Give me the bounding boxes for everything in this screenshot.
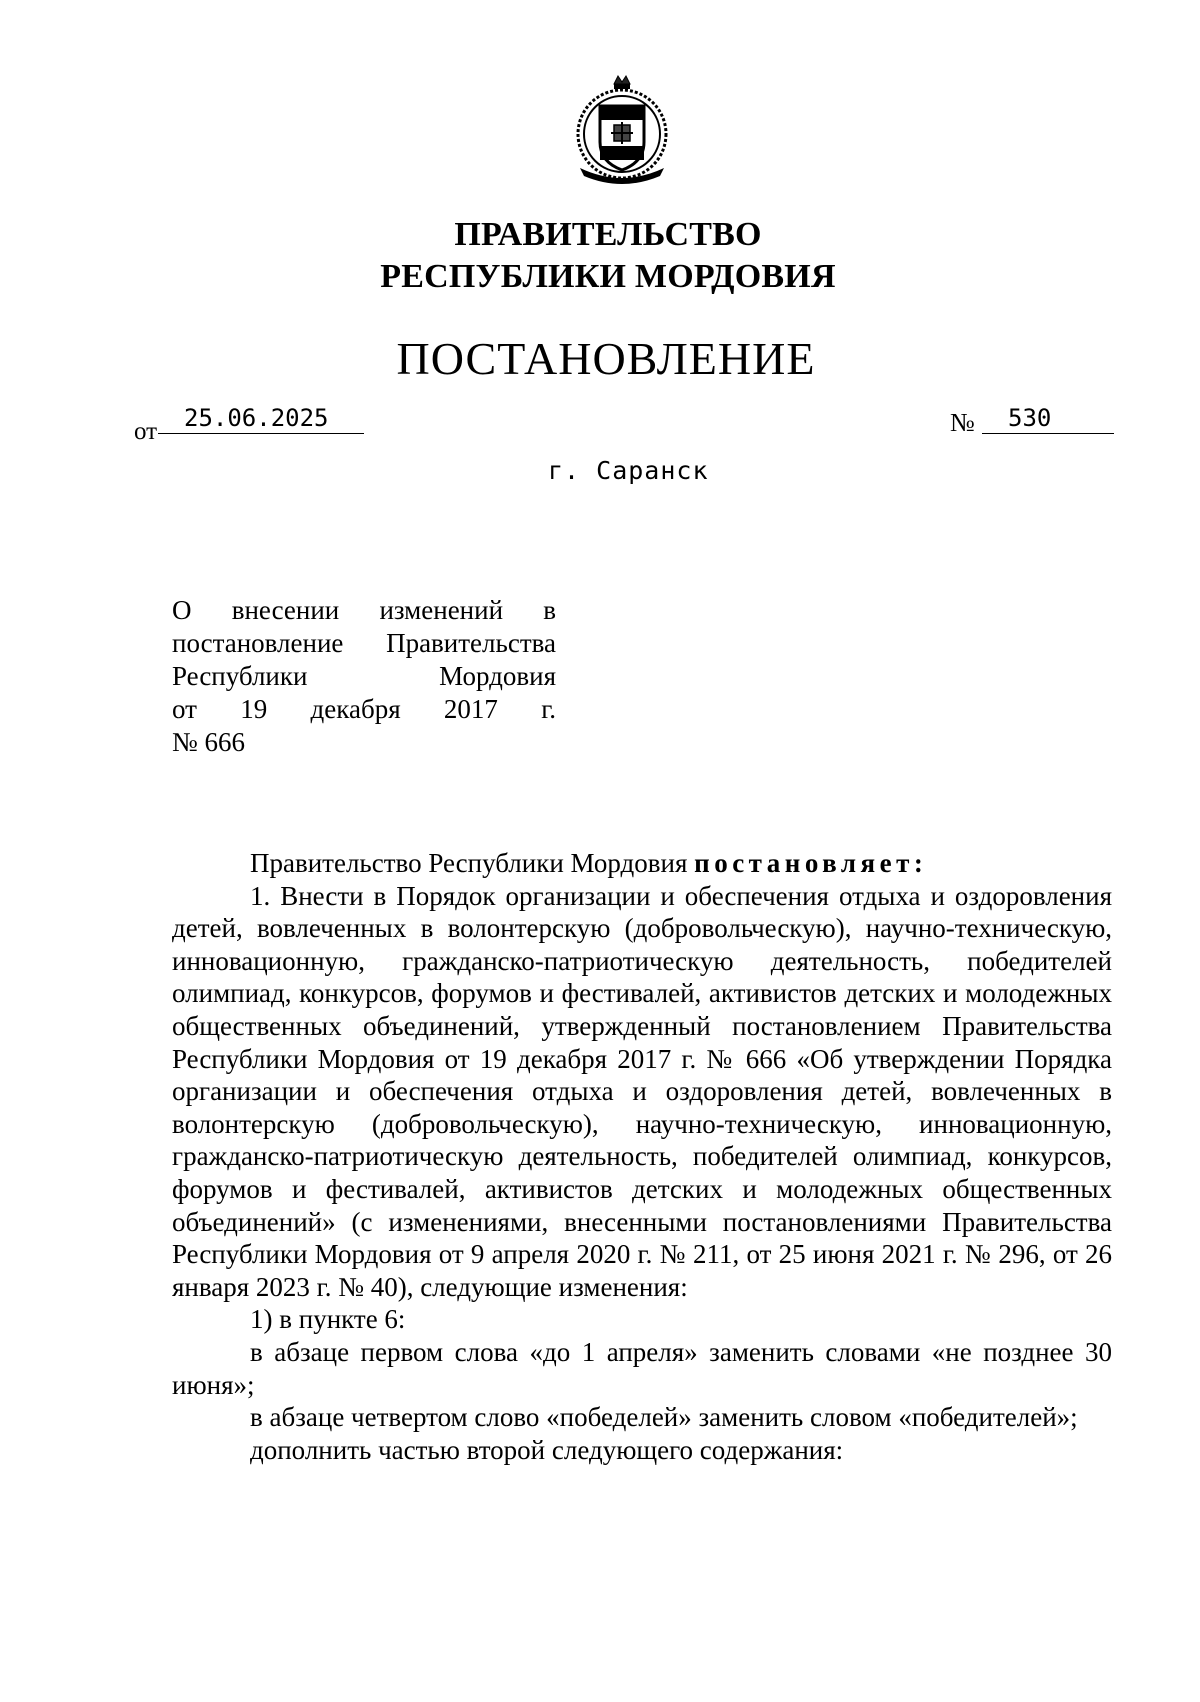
document-date: 25.06.2025 bbox=[158, 403, 364, 434]
document-number: 530 bbox=[982, 403, 1114, 434]
preamble-text: Правительство Республики Мордовия bbox=[250, 848, 695, 878]
city-name: г. Саранск bbox=[548, 456, 709, 485]
subitem-1-paragraph: 1) в пункте 6: bbox=[250, 1304, 406, 1335]
subject-line bbox=[172, 660, 556, 693]
subject-word: 19 bbox=[240, 694, 268, 724]
subject-line bbox=[172, 627, 556, 660]
change-paragraph-3: дополнить частью второй следующего содержания: bbox=[250, 1434, 844, 1465]
subject-line bbox=[172, 726, 556, 759]
subject-word: изменений bbox=[379, 595, 504, 625]
organization-name-line1: ПРАВИТЕЛЬСТВО bbox=[454, 216, 762, 253]
subject-word: внесении bbox=[231, 595, 340, 625]
subject-word: Правительства bbox=[386, 628, 556, 658]
resolves-word: постановляет: bbox=[694, 848, 928, 878]
subject-word: 2017 bbox=[443, 694, 498, 724]
subject-line bbox=[172, 594, 556, 627]
date-label: от bbox=[134, 418, 158, 445]
preamble-paragraph bbox=[172, 847, 1112, 880]
subject-word: Республики bbox=[172, 661, 308, 691]
organization-name-line2: РЕСПУБЛИКИ МОРДОВИЯ bbox=[380, 258, 836, 295]
document-type-title: ПОСТАНОВЛЕНИЕ bbox=[396, 333, 816, 384]
document-subject bbox=[172, 594, 556, 759]
subject-line bbox=[172, 693, 556, 726]
item-1-paragraph: 1. Внести в Порядок организации и обеспечения отдыха и оздоровления детей, вовлеченных в волонтерскую (добровольческую), научно-техническую, инновационную, гражданско-патриотическую деятельность, победителей олимпиад, конкурсов, форумов и фестивалей, активистов детских и молодежных общественных объединений, утвержденный постановлением Правительства Республики Мордовия от 19 декабря 2017 г. № 666 «Об утверждении Порядка организации и обеспечения отдыха и оздоровления детей, вовлеченных в волонтерскую (добровольческую), научно-техническую, инновационную, гражданско-патриотическую деятельность, победителей олимпиад, конкурсов, форумов и фестивалей, активистов детских и молодежных общественных объединений» (с изменениями, внесенными постановлениями Правительства Республики Мордовия от 9 апреля 2020 г. № 211, от 25 июня 2021 г. № 296, от 26 января 2023 г. № 40), следующие изменения: bbox=[172, 880, 1112, 1302]
change-paragraph-2: в абзаце четвертом слово «победелей» заменить словом «победителей»; bbox=[250, 1402, 1078, 1433]
subject-word: г. bbox=[541, 694, 556, 724]
subject-word: № 666 bbox=[172, 727, 246, 757]
coat-of-arms-emblem bbox=[570, 72, 674, 184]
subject-word: в bbox=[543, 595, 556, 625]
subject-word: постановление bbox=[172, 628, 344, 658]
subject-word: Мордовия bbox=[439, 661, 556, 691]
change-paragraph-1: в абзаце первом слова «до 1 апреля» заменить словами «не позднее 30 июня»; bbox=[172, 1336, 1112, 1400]
subject-word: декабря bbox=[310, 694, 401, 724]
number-label: № bbox=[950, 408, 975, 437]
subject-word: О bbox=[172, 595, 192, 625]
subject-word: от bbox=[172, 694, 197, 724]
document-body bbox=[172, 847, 1112, 1466]
